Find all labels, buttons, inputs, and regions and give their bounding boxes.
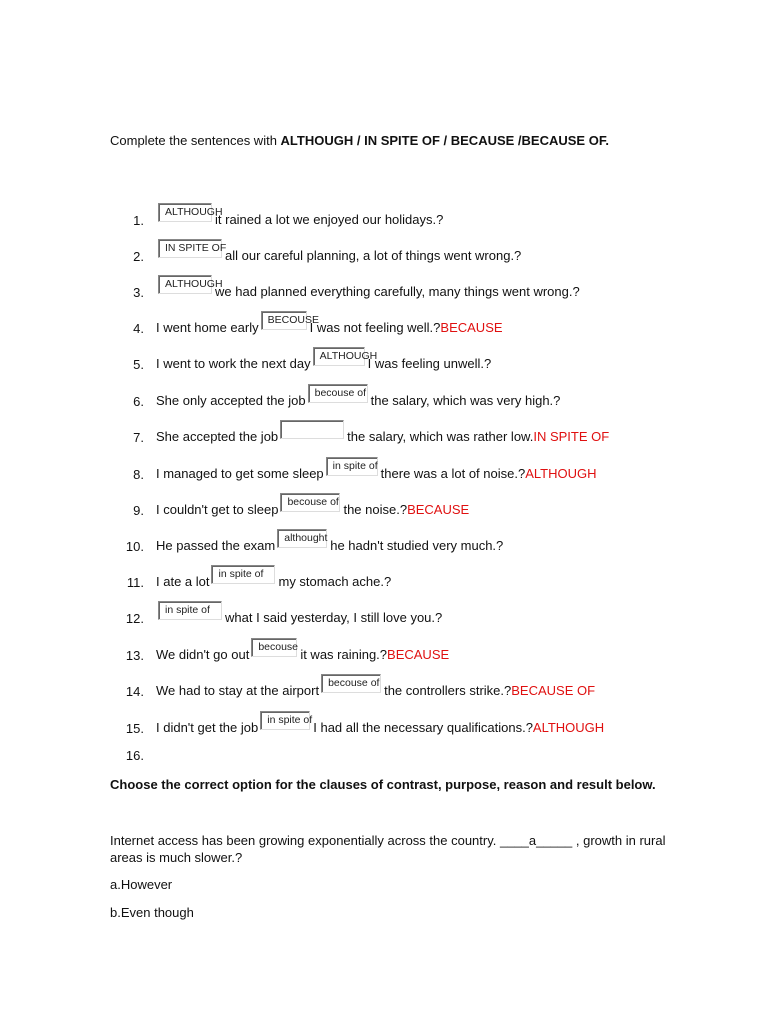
item-sentence <box>156 420 609 445</box>
sentence-end: the salary, which was rather low. <box>347 429 534 444</box>
item-sentence <box>156 711 604 736</box>
sentence-end: the noise.? <box>343 502 408 517</box>
answer-input[interactable]: becouse of <box>308 384 368 403</box>
sentence-end: it rained a lot we enjoyed our holidays.? <box>215 212 444 227</box>
item-number: 13. <box>125 648 144 663</box>
sentence-start: I went home early <box>156 320 259 335</box>
answer-input[interactable]: BECOUSE <box>261 311 307 330</box>
answer-input[interactable]: in spite of <box>211 565 275 584</box>
sentence-end: the controllers strike.? <box>384 683 512 698</box>
item-number: 2. <box>133 249 144 264</box>
sentence-start: I managed to get some sleep <box>156 466 324 481</box>
answer-input[interactable]: ALTHOUGH <box>313 347 365 366</box>
answer-input[interactable]: ALTHOUGH <box>158 275 212 294</box>
sentence-start: I went to work the next day <box>156 356 311 371</box>
item-number: 5. <box>133 357 144 372</box>
sentence-end: we had planned everything carefully, many things went wrong.? <box>215 284 580 299</box>
sentence-end: there was a lot of noise.? <box>380 466 526 481</box>
item-sentence <box>156 601 442 626</box>
sentence-end: I had all the necessary qualifications.? <box>313 720 533 735</box>
answer-input[interactable]: becouse of <box>321 674 381 693</box>
item-sentence <box>156 239 521 264</box>
sentence-start: She accepted the job <box>156 429 279 444</box>
correct-answer: BECAUSE OF <box>511 683 596 698</box>
item-sentence <box>156 347 491 372</box>
sentence-start: We had to stay at the airport <box>156 683 320 698</box>
item-sentence <box>156 203 443 228</box>
correct-answer: IN SPITE OF <box>533 429 610 444</box>
item-sentence <box>156 384 560 409</box>
item-sentence <box>156 275 580 300</box>
section2-heading: Choose the correct option for the clauses of contrast, purpose, reason and result below. <box>110 777 656 792</box>
section2-paragraph: Internet access has been growing exponentially across the country. ____a_____ , growth in rural areas is much slower.? <box>110 833 666 865</box>
instructions-prefix: Complete the sentences with <box>110 133 281 148</box>
sentence-end: my stomach ache.? <box>278 574 392 589</box>
instructions <box>110 133 609 148</box>
sentence-start: I couldn't get to sleep <box>156 502 279 517</box>
answer-input[interactable]: ALTHOUGH <box>158 203 212 222</box>
correct-answer: BECAUSE <box>407 502 470 517</box>
item-number: 9. <box>133 503 144 518</box>
correct-answer: BECAUSE <box>440 320 503 335</box>
sentence-end: I was not feeling well.? <box>309 320 441 335</box>
item-sentence <box>156 565 391 590</box>
item-number: 3. <box>133 285 144 300</box>
item-sentence <box>156 529 503 554</box>
option-b: b.Even though <box>110 905 194 920</box>
sentence-end: all our careful planning, a lot of things went wrong.? <box>225 248 522 263</box>
item-number: 4. <box>133 321 144 336</box>
sentence-end: what I said yesterday, I still love you.? <box>225 610 443 625</box>
correct-answer: ALTHOUGH <box>525 466 597 481</box>
sentence-start: She only accepted the job <box>156 393 306 408</box>
answer-input[interactable]: althought <box>277 529 327 548</box>
correct-answer: ALTHOUGH <box>532 720 605 735</box>
item-number: 15. <box>125 721 144 736</box>
answer-input[interactable]: in spite of <box>158 601 222 620</box>
answer-input[interactable] <box>280 420 344 439</box>
sentence-end: he hadn't studied very much.? <box>330 538 504 553</box>
item-number: 1. <box>133 213 144 228</box>
item-sentence <box>156 311 503 336</box>
item-number: 8. <box>133 467 144 482</box>
answer-input[interactable]: becouse of <box>280 493 340 512</box>
correct-answer: BECAUSE <box>387 647 450 662</box>
sentence-start: I ate a lot <box>156 574 210 589</box>
sentence-end: the salary, which was very high.? <box>370 393 561 408</box>
instructions-options: ALTHOUGH / IN SPITE OF / BECAUSE /BECAUSE OF. <box>280 133 609 148</box>
sentence-end: it was raining.? <box>300 647 388 662</box>
item-sentence <box>156 638 449 663</box>
item-number: 14. <box>125 684 144 699</box>
answer-input[interactable]: in spite of <box>326 457 378 476</box>
item-number: 16. <box>125 748 144 763</box>
item-number: 7. <box>133 430 144 445</box>
item-number: 12. <box>125 611 144 626</box>
item-sentence <box>156 493 469 518</box>
sentence-end: I was feeling unwell.? <box>367 356 492 371</box>
sentence-start: I didn't get the job <box>156 720 259 735</box>
item-sentence <box>156 457 596 482</box>
sentence-start: We didn't go out <box>156 647 250 662</box>
answer-input[interactable]: becouse <box>251 638 297 657</box>
item-number: 10. <box>125 539 144 554</box>
item-number: 6. <box>133 394 144 409</box>
answer-input[interactable]: in spite of <box>260 711 310 730</box>
item-sentence <box>156 674 595 699</box>
sentence-start: He passed the exam <box>156 538 276 553</box>
item-number: 11. <box>126 575 144 590</box>
option-a: a.However <box>110 877 173 892</box>
answer-input[interactable]: IN SPITE OF <box>158 239 222 258</box>
